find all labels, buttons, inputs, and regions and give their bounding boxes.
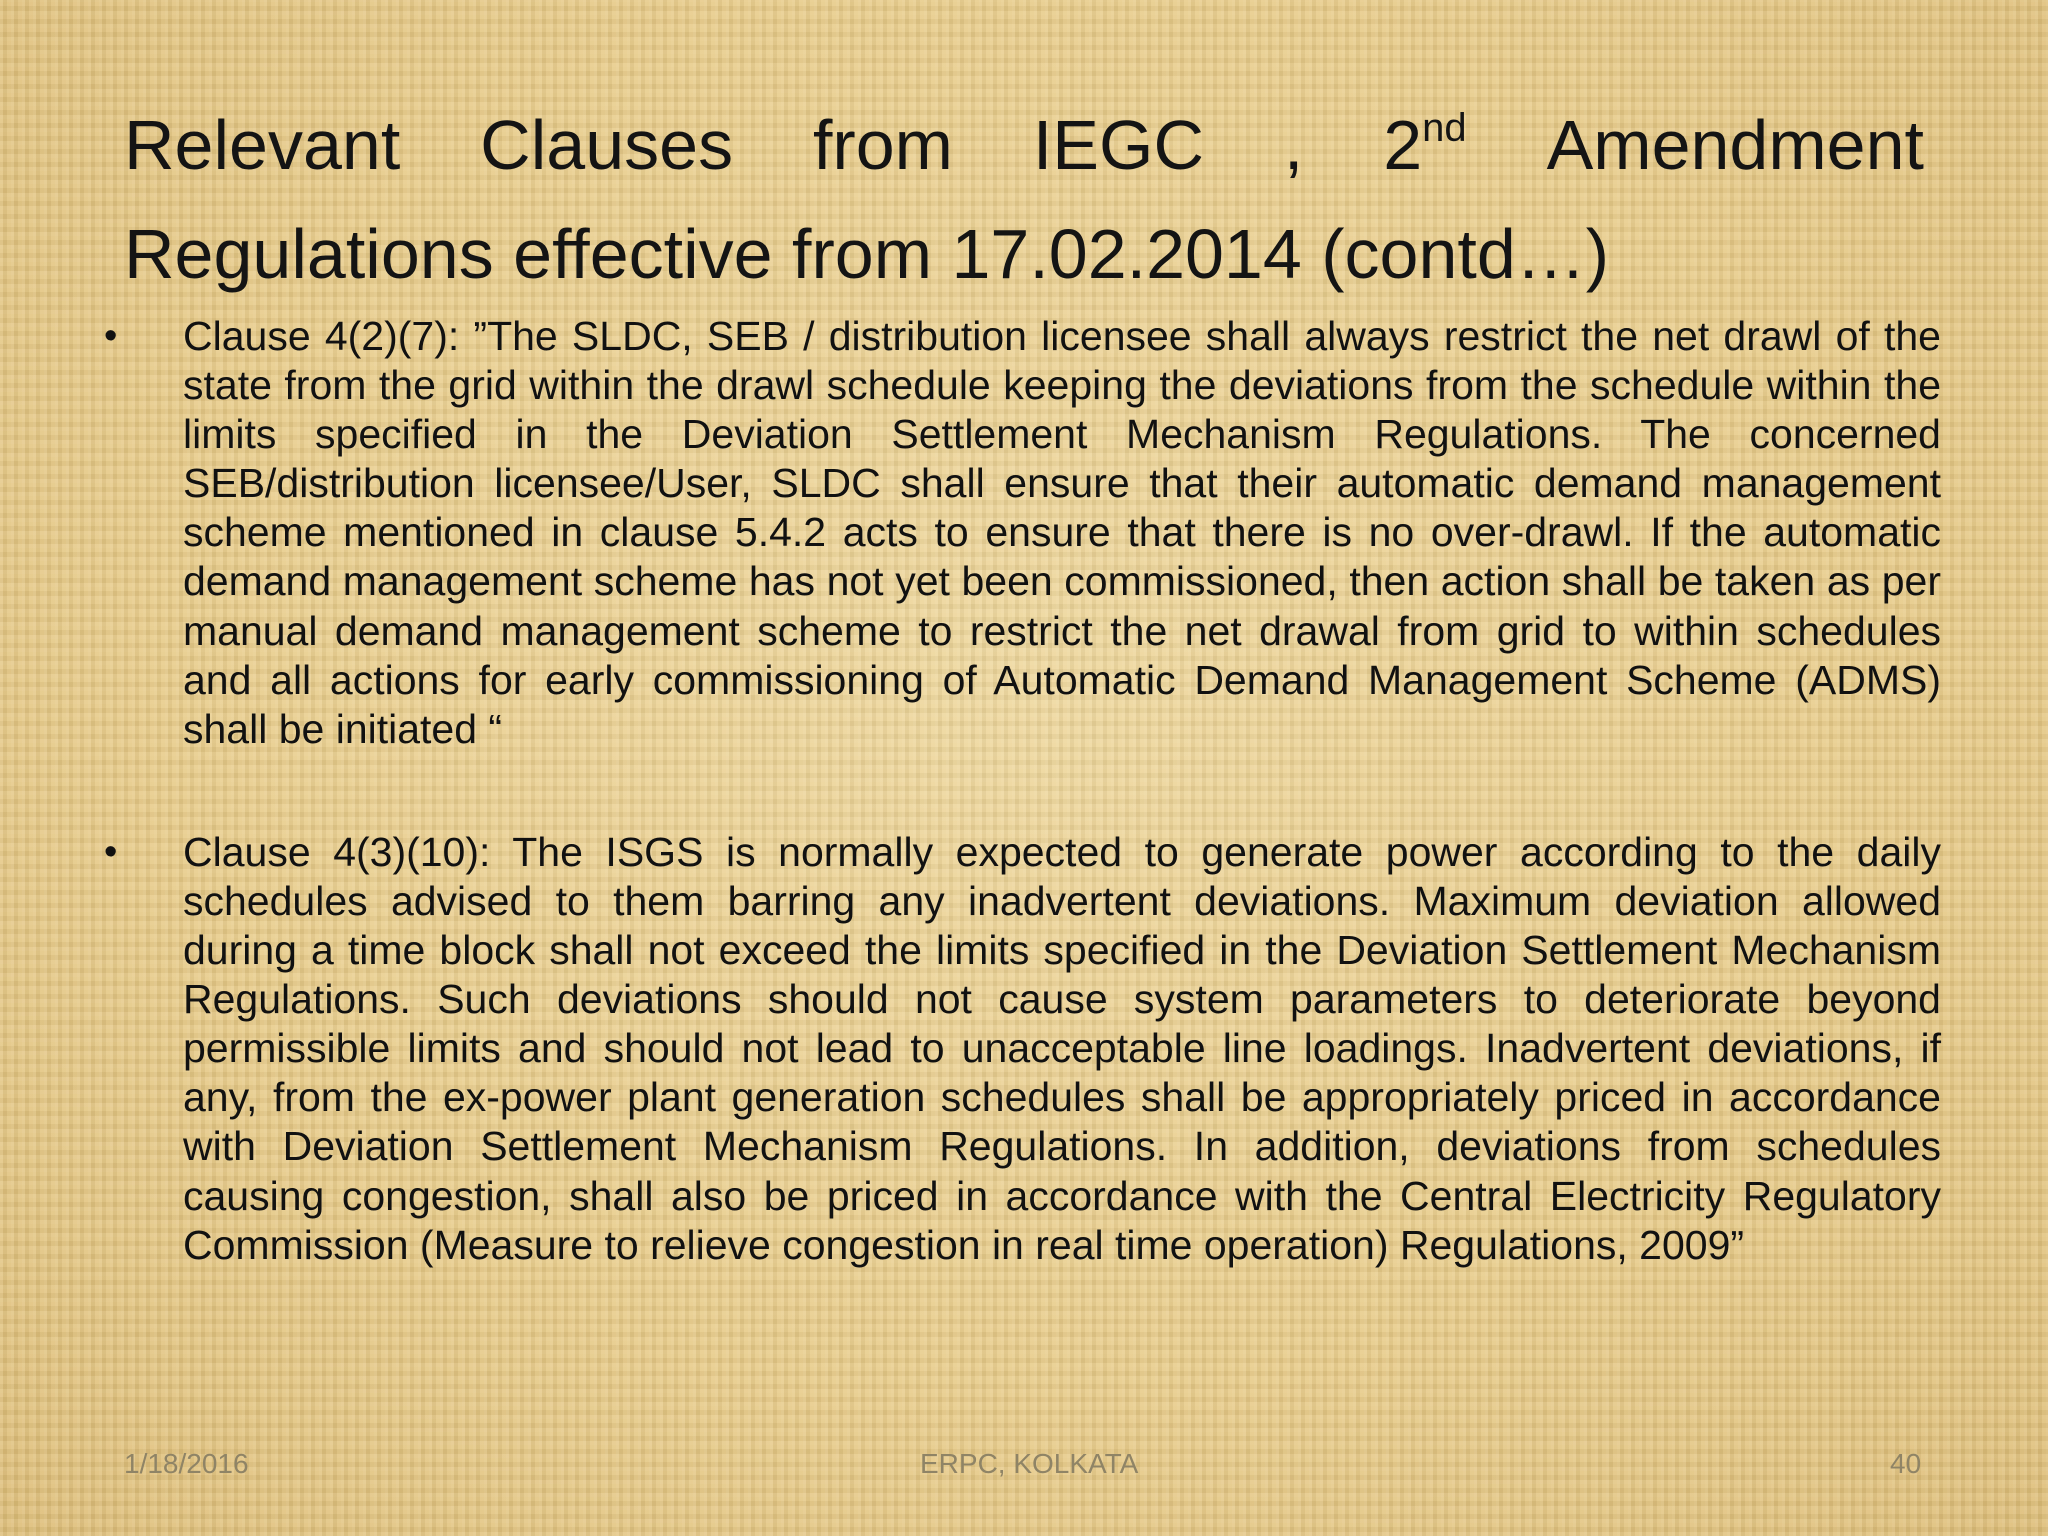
title-word: Relevant bbox=[124, 106, 401, 184]
slide-title bbox=[124, 96, 1924, 303]
title-word: Clauses bbox=[480, 106, 734, 184]
clause-text: Clause 4(2)(7): ”The SLDC, SEB / distribution licensee shall always restrict the net drawl of the state from the grid within the drawl schedule keeping the deviations from the schedule within the limits specified in the Deviation Settlement Mechanism Regulations. The concerned SEB/distribution licensee/User, SLDC shall ensure that their automatic demand management scheme mentioned in clause 5.4.2 acts to ensure that there is no over-drawl. If the automatic demand management scheme has not yet been commissioned, then action shall be taken as per manual demand management scheme to restrict the net drawal from grid to within schedules and all actions for early commissioning of Automatic Demand Management Scheme (ADMS) shall be initiated “ bbox=[183, 313, 1941, 752]
title-ordinal-suffix: nd bbox=[1422, 106, 1467, 150]
bullet-marker: • bbox=[104, 830, 118, 873]
footer-page-number: 40 bbox=[1890, 1448, 1922, 1479]
footer-organization: ERPC, KOLKATA bbox=[920, 1448, 1139, 1479]
clause-item bbox=[104, 312, 1941, 754]
footer-date: 1/18/2016 bbox=[124, 1448, 249, 1479]
clause-list bbox=[104, 312, 1941, 1270]
title-word: IEGC bbox=[1032, 106, 1204, 184]
title-line-2: Regulations effective from 17.02.2014 (contd…) bbox=[124, 215, 1610, 293]
title-ordinal-number: 2 bbox=[1383, 106, 1423, 184]
title-line-1 bbox=[124, 96, 1924, 205]
title-word: Amendment bbox=[1546, 106, 1924, 184]
title-word: , bbox=[1283, 106, 1304, 184]
clause-item bbox=[104, 828, 1941, 1270]
title-ordinal bbox=[1383, 96, 1466, 205]
title-word: from bbox=[812, 106, 953, 184]
clause-text: Clause 4(3)(10): The ISGS is normally expected to generate power according to the daily schedules advised to them barring any inadvertent deviations. Maximum deviation allowed during a time block shall not exceed the limits specified in the Deviation Settlement Mechanism Regulations. Such deviations should not cause system parameters to deteriorate beyond permissible limits and should not lead to unacceptable line loadings. Inadvertent deviations, if any, from the ex-power plant generation schedules shall be appropriately priced in accordance with Deviation Settlement Mechanism Regulations. In addition, deviations from schedules causing congestion, shall also be priced in accordance with the Central Electricity Regulatory Commission (Measure to relieve congestion in real time operation) Regulations, 2009” bbox=[183, 828, 1941, 1268]
bullet-marker: • bbox=[104, 315, 118, 357]
